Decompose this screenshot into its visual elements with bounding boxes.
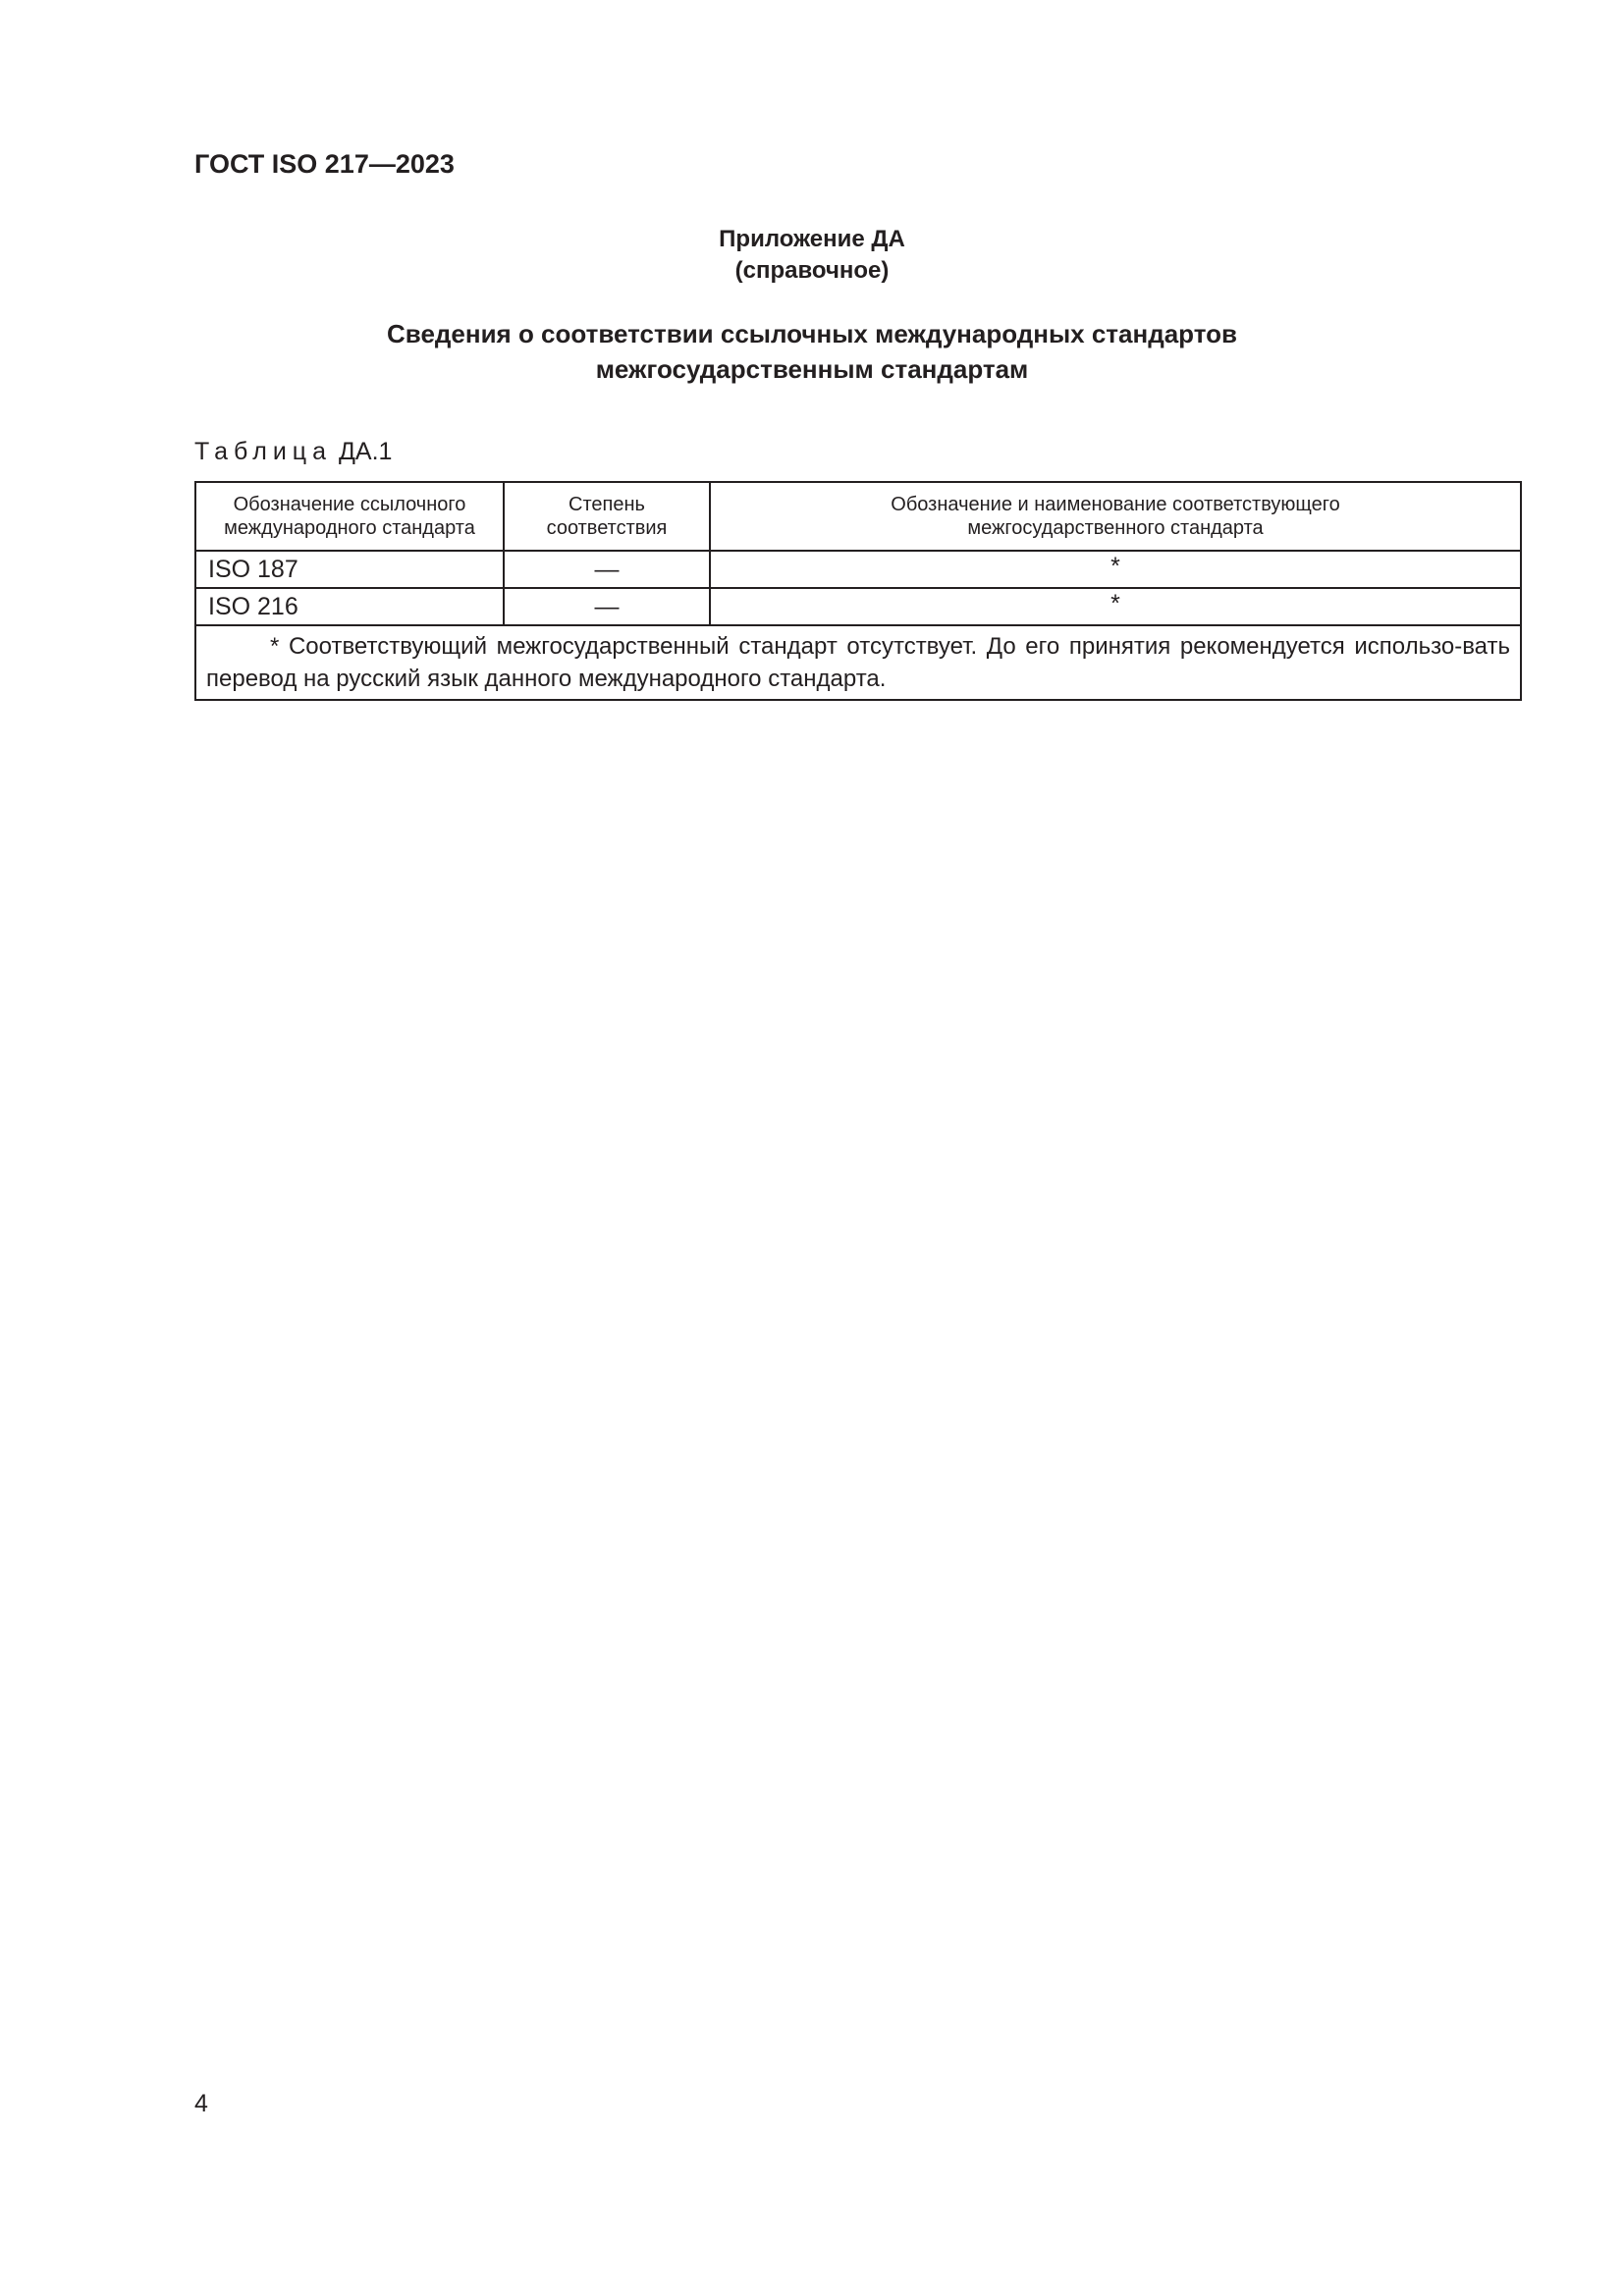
table-caption: [194, 436, 392, 467]
table-footnote: * Соответствующий межгосударственный стандарт отсутствует. До его принятия рекомендуется использо-вать перевод на русский язык данного международного стандарта.: [206, 633, 1510, 692]
table-row: [195, 551, 1521, 588]
page-number: 4: [194, 2090, 208, 2117]
column-header-line: международного стандарта: [224, 517, 475, 539]
column-header-line: межгосударственного стандарта: [967, 517, 1264, 539]
correspondence-degree: —: [504, 551, 710, 588]
column-header-line: Обозначение и наименование соответствующего: [891, 494, 1340, 515]
table-footnote-row: [195, 625, 1521, 700]
annex-title-line-2: межгосударственным стандартам: [595, 354, 1029, 384]
column-header-degree: [504, 482, 710, 551]
column-header-interstate-standard: [710, 482, 1521, 551]
annex-title-line-1: Сведения о соответствии ссылочных международных стандартов: [387, 319, 1237, 348]
annex-heading: [0, 224, 1624, 287]
intl-standard-code: ISO 216: [195, 588, 504, 625]
reference-standards-table: [194, 481, 1522, 701]
intl-standard-code: ISO 187: [195, 551, 504, 588]
annex-status: (справочное): [734, 257, 890, 284]
correspondence-degree: —: [504, 588, 710, 625]
column-header-line: Обозначение ссылочного: [233, 494, 466, 515]
document-code: ГОСТ ISO 217—2023: [194, 149, 455, 179]
column-header-line: соответствия: [546, 517, 668, 539]
annex-title: [0, 316, 1624, 387]
table-footnote-cell: [195, 625, 1521, 700]
column-header-line: Степень: [568, 494, 645, 515]
interstate-standard: *: [710, 588, 1521, 625]
interstate-standard: *: [710, 551, 1521, 588]
table-header-row: [195, 482, 1521, 551]
table-caption-number: ДА.1: [338, 438, 393, 465]
table-caption-word: Таблица: [194, 438, 333, 465]
table-row: [195, 588, 1521, 625]
column-header-intl-standard: [195, 482, 504, 551]
annex-name: Приложение ДА: [719, 226, 905, 252]
